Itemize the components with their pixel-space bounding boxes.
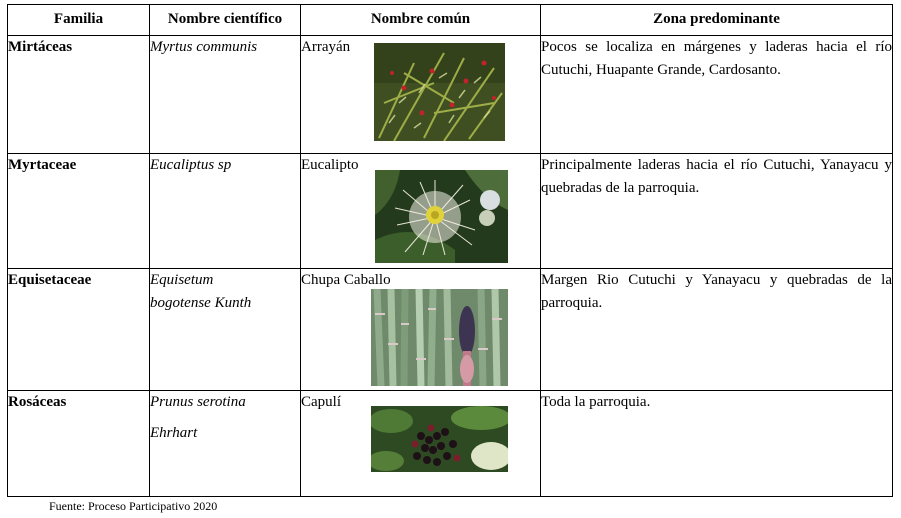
scientific-name-line2: bogotense Kunth bbox=[150, 295, 252, 311]
common-name-cell bbox=[301, 391, 541, 497]
common-name-cell bbox=[301, 154, 541, 269]
family-cell: Equisetaceae bbox=[8, 269, 150, 391]
header-nombre-comun: Nombre común bbox=[301, 5, 541, 36]
zone-cell: Toda la parroquia. bbox=[541, 391, 893, 497]
scientific-name-cell bbox=[150, 36, 301, 154]
horsetail-photo bbox=[371, 289, 508, 386]
family-cell: Mirtáceas bbox=[8, 36, 150, 154]
scientific-name-cell bbox=[150, 154, 301, 269]
header-zona-predominante: Zona predominante bbox=[541, 5, 893, 36]
common-name: Eucalipto bbox=[301, 157, 359, 173]
common-name: Chupa Caballo bbox=[301, 272, 391, 288]
scientific-name: Prunus serotina bbox=[150, 394, 246, 410]
common-name: Capulí bbox=[301, 394, 341, 410]
source-note: Fuente: Proceso Participativo 2020 bbox=[49, 499, 218, 513]
common-name-cell bbox=[301, 36, 541, 154]
scientific-name-cell bbox=[150, 269, 301, 391]
family-cell: Myrtaceae bbox=[8, 154, 150, 269]
zone-cell: Pocos se localiza en márgenes y laderas hacia el río Cutuchi, Huapante Grande, Cardosanto. bbox=[541, 36, 893, 154]
header-nombre-cientifico: Nombre científico bbox=[150, 5, 301, 36]
scientific-name-line2: Ehrhart bbox=[150, 425, 198, 441]
common-name-cell bbox=[301, 269, 541, 391]
scientific-name: Equisetum bbox=[150, 272, 214, 288]
table-row bbox=[8, 269, 893, 391]
table-header-row bbox=[8, 5, 893, 36]
scientific-name: Eucaliptus sp bbox=[150, 157, 232, 173]
common-name: Arrayán bbox=[301, 39, 351, 55]
header-familia: Familia bbox=[8, 5, 150, 36]
scientific-name: Myrtus communis bbox=[150, 39, 258, 55]
myrtle-shrub-photo bbox=[374, 43, 505, 141]
scientific-name-cell bbox=[150, 391, 301, 497]
capuli-fruit-photo bbox=[371, 406, 508, 472]
eucalyptus-flower-photo bbox=[375, 170, 508, 263]
table-row bbox=[8, 154, 893, 269]
zone-cell: Principalmente laderas hacia el río Cutuchi, Yanayacu y quebradas de la parroquia. bbox=[541, 154, 893, 269]
family-cell: Rosáceas bbox=[8, 391, 150, 497]
flora-table bbox=[7, 4, 893, 497]
zone-cell: Margen Rio Cutuchi y Yanayacu y quebradas de la parroquia. bbox=[541, 269, 893, 391]
table-row bbox=[8, 391, 893, 497]
table-row bbox=[8, 36, 893, 154]
